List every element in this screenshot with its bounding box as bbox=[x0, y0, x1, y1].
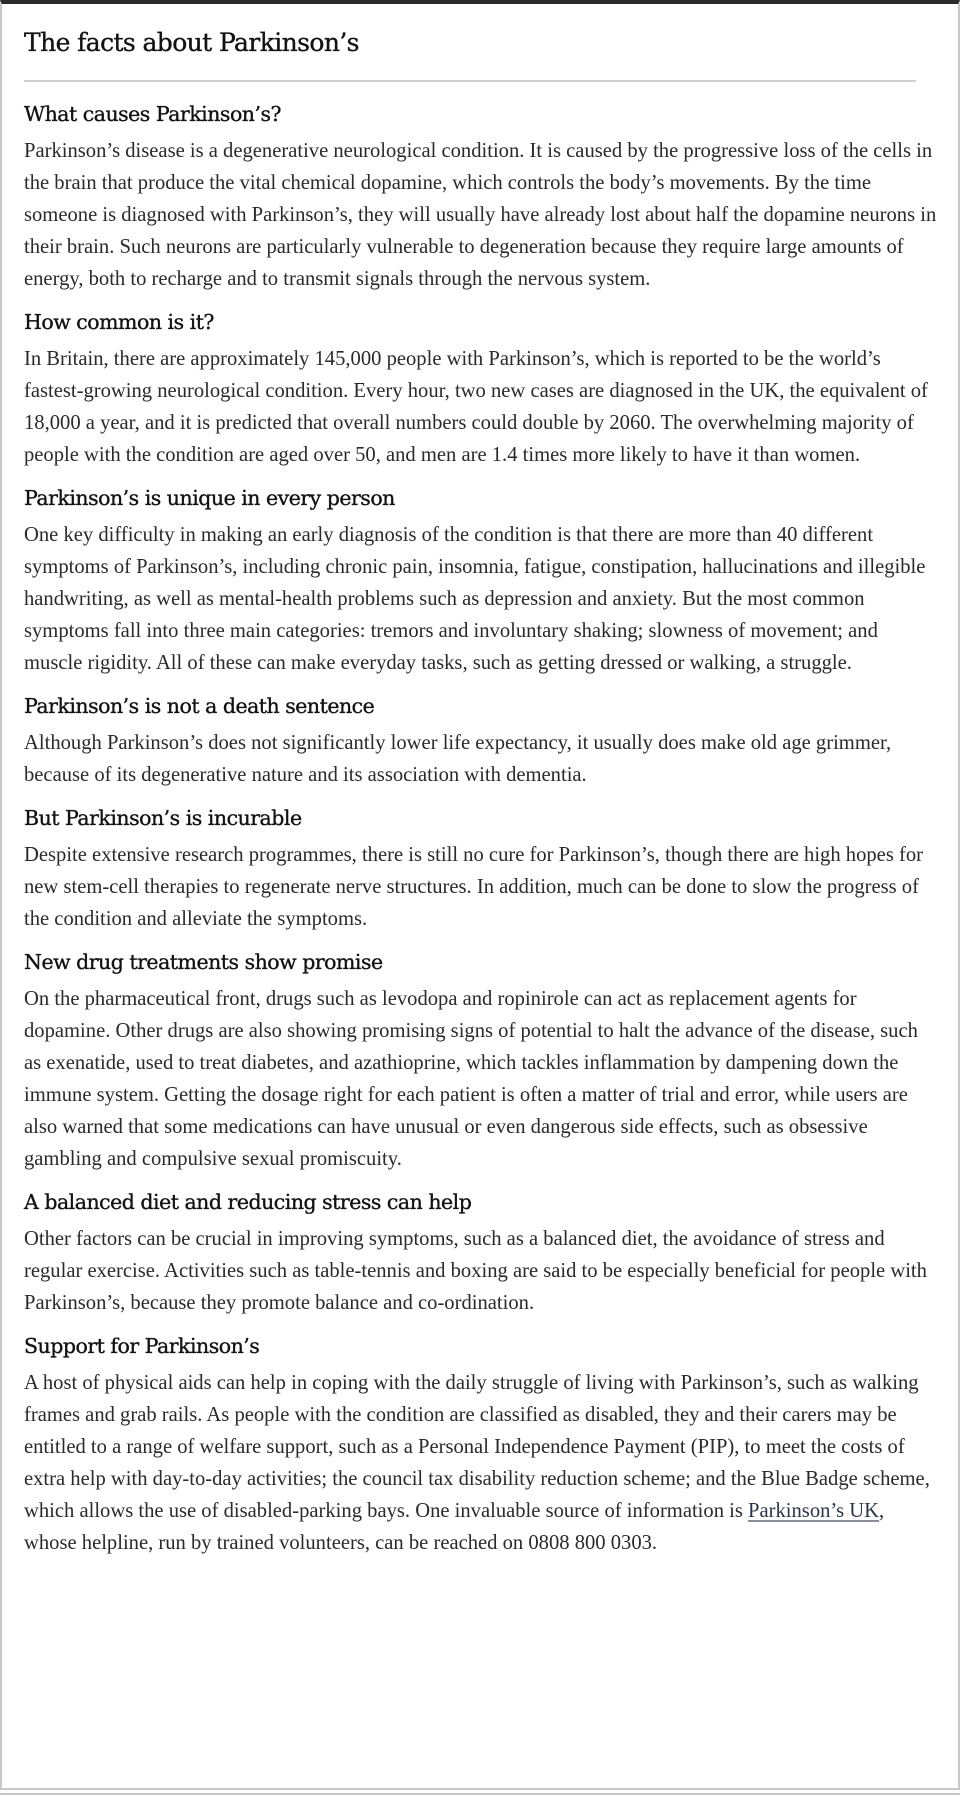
section-body: Other factors can be crucial in improving symptoms, such as a balanced diet, the avoidance of stress and regular exercise. Activities such as table-tennis and boxing are said to be especially beneficial for people with Parkinson’s, because they promote balance and co-ordination. bbox=[24, 1228, 927, 1314]
box-title: The facts about Parkinson’s bbox=[24, 28, 359, 57]
section-heading: What causes Parkinson’s? bbox=[24, 102, 282, 126]
title-divider bbox=[24, 80, 916, 82]
section-body: In Britain, there are approximately 145,000 people with Parkinson’s, which is reported to be the world’s fastest-growing neurological condition. Every hour, two new cases are diagnosed in the UK, the equivalent of 18,000 a year, and it is predicted that overall numbers could double by 2060. The overwhelming majority of people with the condition are aged over 50, and men are 1.4 times more likely to have it than women. bbox=[24, 348, 928, 466]
section-body: Despite extensive research programmes, there is still no cure for Parkinson’s, though there are high hopes for new stem-cell therapies to regenerate nerve structures. In addition, much can be done to slow the progress of the condition and alleviate the symptoms. bbox=[24, 844, 923, 930]
section-heading: But Parkinson’s is incurable bbox=[24, 806, 302, 830]
facts-box-content bbox=[2, 4, 958, 1559]
bottom-rule bbox=[0, 1793, 960, 1795]
parkinsons-uk-link[interactable]: Parkinson’s UK bbox=[748, 1500, 880, 1522]
section-incurable bbox=[24, 803, 938, 935]
section-body: One key difficulty in making an early diagnosis of the condition is that there are more than 40 different symptoms of Parkinson’s, including chronic pain, insomnia, fatigue, constipation, hallucinations and illegible handwriting, as well as mental-health problems such as depression and anxiety. But the most common symptoms fall into three main categories: tremors and involuntary shaking; slowness of movement; and muscle rigidity. All of these can make everyday tasks, such as getting dressed or walking, a struggle. bbox=[24, 524, 926, 674]
section-body: Parkinson’s disease is a degenerative neurological condition. It is caused by the progressive loss of the cells in the brain that produce the vital chemical dopamine, which controls the body’s movements. By the time someone is diagnosed with Parkinson’s, they will usually have already lost about half the dopamine neurons in their brain. Such neurons are particularly vulnerable to degeneration because they require large amounts of energy, both to recharge and to transmit signals through the nervous system. bbox=[24, 140, 937, 290]
support-text-before-link: A host of physical aids can help in coping with the daily struggle of living with Parkinson’s, such as walking frames and grab rails. As people with the condition are classified as disabled, they and their carers may be entitled to a range of welfare support, such as a Personal Independence Payment (PIP), to meet the costs of extra help with day-to-day activities; the council tax disability reduction scheme; and the Blue Badge scheme, which allows the use of disabled-parking bays. One invaluable source of information is bbox=[24, 1372, 930, 1522]
section-drug-treatments bbox=[24, 947, 938, 1175]
section-heading: How common is it? bbox=[24, 310, 214, 334]
section-heading: Parkinson’s is not a death sentence bbox=[24, 694, 375, 718]
support-text-after-link: , whose helpline, run by trained volunteers, can be reached on 0808 800 0303. bbox=[24, 1500, 885, 1554]
section-not-death-sentence bbox=[24, 691, 938, 791]
section-body: On the pharmaceutical front, drugs such as levodopa and ropinirole can act as replacement agents for dopamine. Other drugs are also showing promising signs of potential to halt the advance of the disease, such as exenatide, used to treat diabetes, and azathioprine, which tackles inflammation by dampening down the immune system. Getting the dosage right for each patient is often a matter of trial and error, while users are also warned that some medications can have unusual or even dangerous side effects, such as obsessive gambling and compulsive sexual promiscuity. bbox=[24, 988, 918, 1170]
section-heading: A balanced diet and reducing stress can help bbox=[24, 1190, 472, 1214]
section-prevalence bbox=[24, 307, 938, 471]
section-body bbox=[24, 1367, 938, 1559]
section-heading: Parkinson’s is unique in every person bbox=[24, 486, 395, 510]
section-heading: New drug treatments show promise bbox=[24, 950, 383, 974]
section-causes bbox=[24, 99, 938, 295]
section-body: Although Parkinson’s does not significantly lower life expectancy, it usually does make old age grimmer, because of its degenerative nature and its association with dementia. bbox=[24, 732, 892, 786]
section-heading: Support for Parkinson’s bbox=[24, 1334, 260, 1358]
section-unique bbox=[24, 483, 938, 679]
section-diet-stress bbox=[24, 1187, 938, 1319]
section-support bbox=[24, 1331, 938, 1559]
